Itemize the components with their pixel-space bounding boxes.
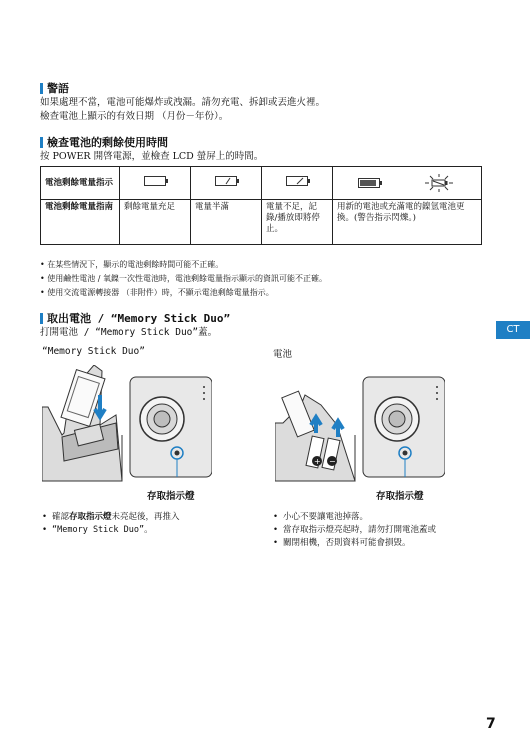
indicator-cell xyxy=(120,167,191,200)
remove-heading xyxy=(40,310,230,326)
note-line: 關閉相機，否則資料可能會損毀。 xyxy=(283,538,411,548)
note-prefix: 確認 xyxy=(52,512,70,522)
page-number: 7 xyxy=(486,716,496,732)
guide-header: 電池剩餘電量指南 xyxy=(41,200,120,245)
svg-text:−: − xyxy=(329,457,336,466)
heading-marker xyxy=(40,137,43,148)
indicator-cell xyxy=(262,167,333,200)
note-item: • 在某些情況下，顯示的電池剩餘時間可能不正確。 xyxy=(40,258,327,272)
battery-table xyxy=(40,166,482,245)
heading-marker xyxy=(40,83,43,94)
memory-stick-note xyxy=(42,511,180,537)
check-heading xyxy=(40,134,168,150)
warning-line-1: 如果處理不當，電池可能爆炸或洩漏。請勿充電、拆卸或丟進火裡。 xyxy=(40,97,326,108)
battery-label: 電池 xyxy=(273,349,293,360)
language-tab: CT xyxy=(496,321,530,339)
warning-text xyxy=(40,96,325,124)
guide-cell: 用新的電池或充滿電的鎳氫電池更換。(警告指示閃爍。) xyxy=(333,200,482,245)
warning-line-2: 檢查電池上顯示的有效日期 （月份－年份）。 xyxy=(40,111,229,122)
battery-illustration xyxy=(275,365,445,485)
note-bold: 存取指示燈 xyxy=(69,512,112,522)
battery-guide-row xyxy=(41,200,482,245)
indicator-cell xyxy=(333,167,482,200)
check-notes xyxy=(40,258,327,300)
indicator-cell xyxy=(191,167,262,200)
note-line2: “Memory Stick Duo”。 xyxy=(52,525,153,535)
svg-text:+: + xyxy=(314,457,321,466)
note-item: • 使用鹼性電池 / 氧鎳一次性電池時，電池剩餘電量指示顯示的資訊可能不正確。 xyxy=(40,272,327,286)
battery-indicator-row xyxy=(41,167,482,200)
battery-charged-icon xyxy=(358,178,380,188)
memory-stick-label: “Memory Stick Duo” xyxy=(42,346,145,357)
remove-title: 取出電池 / “Memory Stick Duo” xyxy=(47,312,231,325)
heading-marker xyxy=(40,313,43,324)
warning-title: 警語 xyxy=(47,82,69,95)
access-lamp-callout-left: 存取指示燈 xyxy=(147,491,195,502)
note-continuation xyxy=(42,524,180,537)
remove-instruction: 打開電池 / “Memory Stick Duo”蓋。 xyxy=(40,327,218,338)
battery-note xyxy=(273,511,436,550)
memory-stick-illustration xyxy=(42,365,212,485)
warning-heading xyxy=(40,80,69,96)
note-item xyxy=(42,511,180,524)
note-suffix: 未亮起後，再推入 xyxy=(111,512,180,522)
check-instruction: 按 POWER 開啓電源，並檢查 LCD 螢屏上的時間。 xyxy=(40,151,264,162)
guide-cell: 電量不足，記錄/播放即將停止。 xyxy=(262,200,333,245)
indicator-header: 電池剩餘電量指示 xyxy=(41,167,120,200)
battery-full-icon xyxy=(144,176,166,186)
battery-half-icon xyxy=(215,176,237,186)
note-continuation xyxy=(273,537,436,550)
guide-cell: 剩餘電量充足 xyxy=(120,200,191,245)
guide-cell: 電量半滿 xyxy=(191,200,262,245)
battery-empty-blink-icon xyxy=(422,173,456,193)
access-lamp-callout-right: 存取指示燈 xyxy=(376,491,424,502)
note-item: • 當存取指示燈亮起時，請勿打開電池蓋或 xyxy=(273,524,436,537)
battery-low-icon xyxy=(286,176,308,186)
note-item: • 使用交流電源轉接器 （非附件）時，不顯示電池剩餘電量指示。 xyxy=(40,286,327,300)
note-item: • 小心不要讓電池掉落。 xyxy=(273,511,436,524)
check-title: 檢查電池的剩餘使用時間 xyxy=(47,136,168,149)
